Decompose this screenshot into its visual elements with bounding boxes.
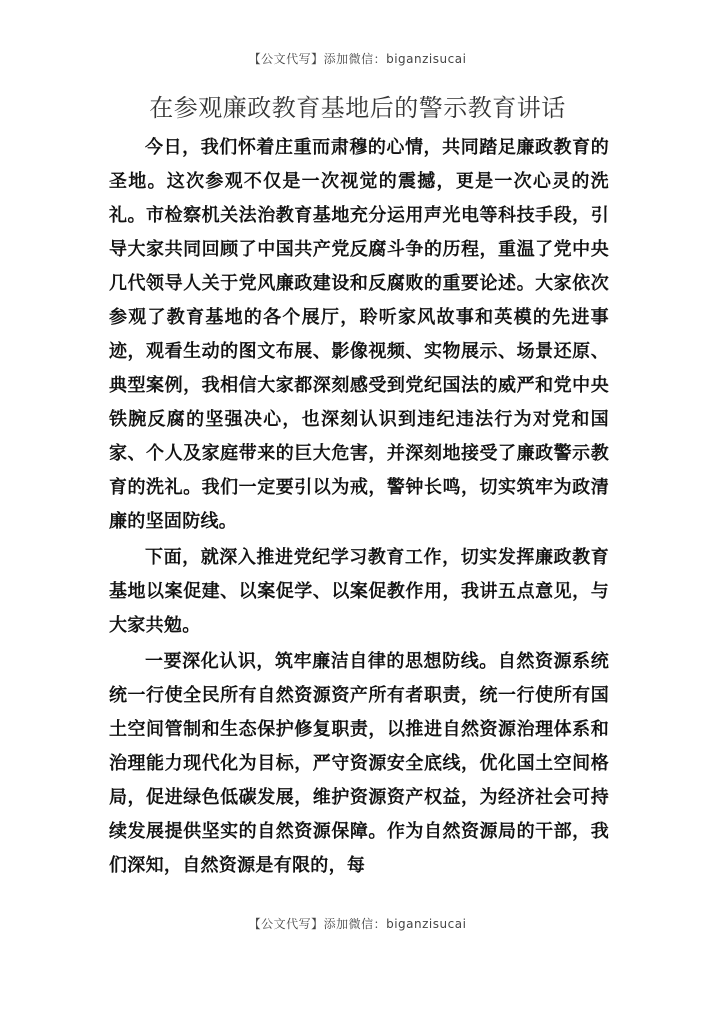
body-paragraph-1: 今日，我们怀着庄重而肃穆的心情，共同踏足廉政教育的圣地。这次参观不仅是一次视觉的震撼，更是一次心灵的洗礼。市检察机关法治教育基地充分运用声光电等科技手段，引导大家共同回顾了中国共产党反腐斗争的历程，重温了党中央几代领导人关于党风廉政建设和反腐败的重要论述。大家依次参观了教育基地的各个展厅，聆听家风故事和英模的先进事迹，观看生动的图文布展、影像视频、实物展示、场景还原、典型案例，我相信大家都深刻感受到党纪国法的威严和党中央铁腕反腐的坚强决心，也深刻认识到违纪违法行为对党和国家、个人及家庭带来的巨大危害，并深刻地接受了廉政警示教育的洗礼。我们一定要引以为戒，警钟长鸣，切实筑牢为政清廉的坚固防线。: [109, 137, 609, 532]
page-footer-note: 【公文代写】添加微信：biganzisucai: [248, 917, 467, 931]
page-header-note: 【公文代写】添加微信：biganzisucai: [248, 52, 467, 66]
document-body: [109, 131, 609, 885]
document-title: 在参观廉政教育基地后的警示教育讲话: [149, 94, 566, 122]
body-paragraph-3: 一要深化认识，筑牢廉洁自律的思想防线。自然资源系统统一行使全民所有自然资源资产所有者职责，统一行使所有国土空间管制和生态保护修复职责，以推进自然资源治理体系和治理能力现代化为目标，严守资源安全底线，优化国土空间格局，促进绿色低碳发展，维护资源资产权益，为经济社会可持续发展提供坚实的自然资源保障。作为自然资源局的干部，我们深知，自然资源是有限的，每: [109, 651, 609, 876]
body-paragraph-2: 下面，就深入推进党纪学习教育工作，切实发挥廉政教育基地以案促建、以案促学、以案促教作用，我讲五点意见，与大家共勉。: [109, 547, 609, 636]
